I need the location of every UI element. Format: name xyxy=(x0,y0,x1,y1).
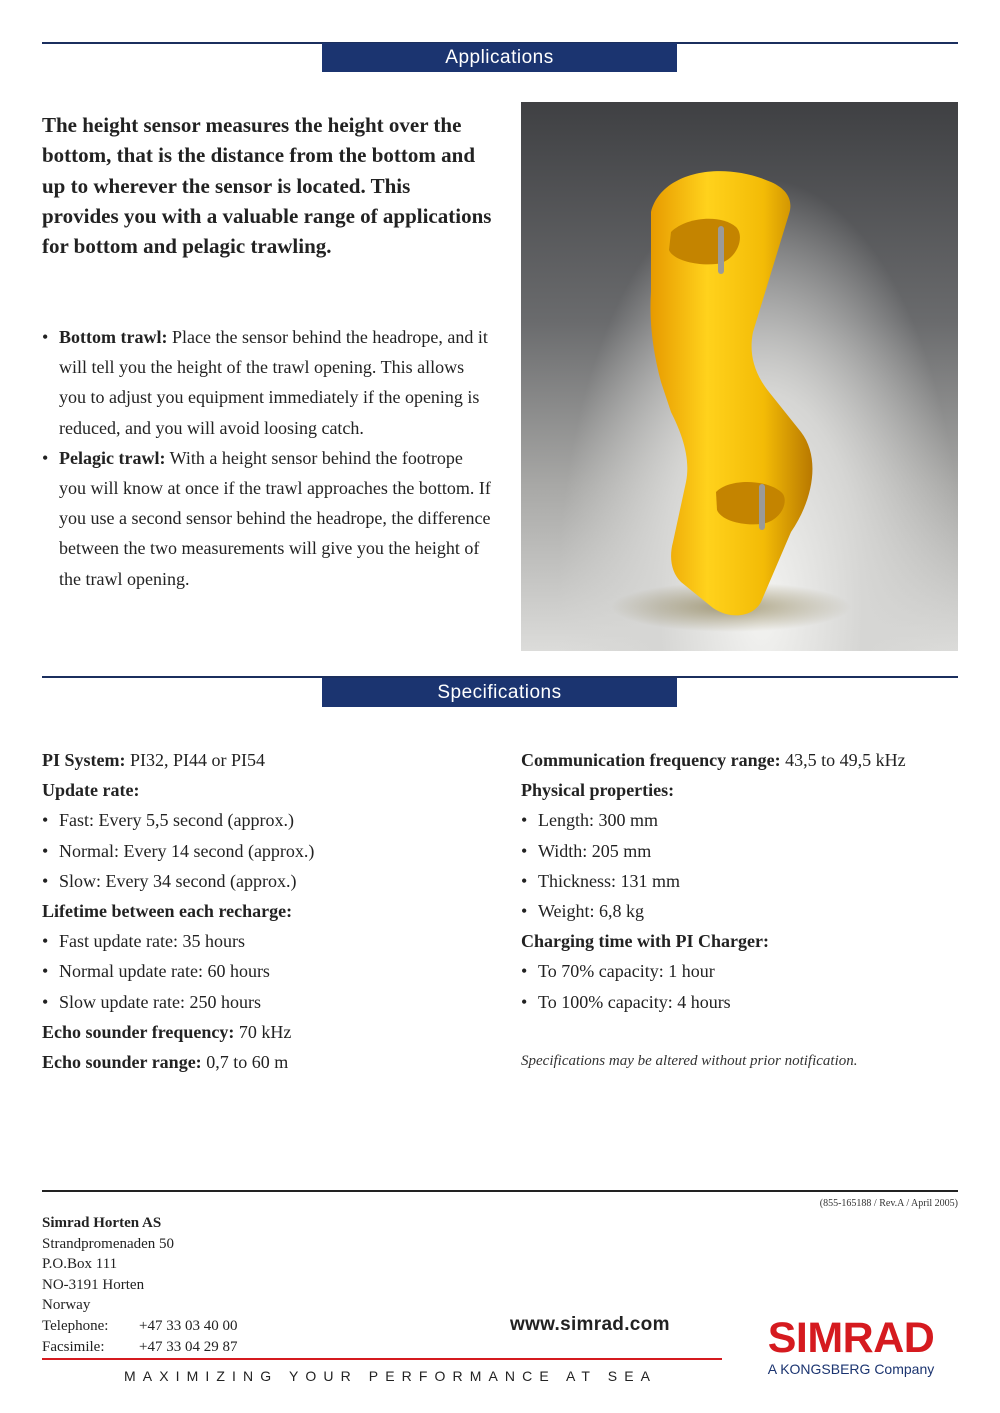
spec-item: • Slow update rate: 250 hours xyxy=(42,987,492,1017)
slogan: MAXIMIZING YOUR PERFORMANCE AT SEA xyxy=(124,1368,658,1384)
spec-label: Communication frequency range: xyxy=(521,750,781,770)
address-line: Norway xyxy=(42,1297,91,1314)
spec-item xyxy=(42,896,492,926)
list-item xyxy=(42,443,492,594)
bullet-text: Place the sensor behind the headrope, and it will tell you the height of the trawl opening. This allows you to adjust you equipment immediately if the opening is reduced, and you will avoid loosing catch. xyxy=(59,327,488,438)
spec-item: • Length: 300 mm xyxy=(521,805,958,835)
spec-item: • Thickness: 131 mm xyxy=(521,866,958,896)
specs-disclaimer: Specifications may be altered without prior notification. xyxy=(521,1053,858,1069)
telephone-number: +47 33 03 40 00 xyxy=(139,1317,238,1334)
company-name: Simrad Horten AS xyxy=(42,1215,162,1231)
spec-item xyxy=(521,775,958,805)
fax-number: +47 33 04 29 87 xyxy=(139,1338,238,1355)
spec-value: PI32, PI44 or PI54 xyxy=(125,750,266,770)
applications-list xyxy=(42,322,492,594)
spec-label: Echo sounder range: xyxy=(42,1052,202,1073)
spec-item: • To 100% capacity: 4 hours xyxy=(521,987,958,1017)
spec-label: Physical properties: xyxy=(521,780,675,801)
spec-item: • Normal: Every 14 second (approx.) xyxy=(42,836,492,866)
telephone-label: Telephone: xyxy=(42,1317,109,1334)
height-sensor-illustration xyxy=(521,102,958,651)
spec-item: • Slow: Every 34 second (approx.) xyxy=(42,866,492,896)
spec-value: 0,7 to 60 m xyxy=(201,1052,289,1073)
spec-label: Charging time with PI Charger: xyxy=(521,931,769,952)
sensor-lower-cutout xyxy=(716,482,785,524)
fax-label: Facsimile: xyxy=(42,1338,105,1355)
spec-item xyxy=(42,1017,492,1047)
website-link[interactable]: www.simrad.com xyxy=(510,1314,670,1335)
sensor-lower-pin xyxy=(759,484,765,530)
spec-label: Lifetime between each recharge: xyxy=(42,901,293,922)
bullet-label: Bottom trawl: xyxy=(59,327,168,347)
footer-rule xyxy=(42,1190,958,1192)
address-line: Strandpromenaden 50 xyxy=(42,1235,175,1252)
spec-item xyxy=(42,745,492,775)
applications-intro: The height sensor measures the height over the bottom, that is the distance from the bottom and up to wherever the sensor is located. This provides you with a valuable range of applications for bottom and pelagic trawling. xyxy=(42,113,492,259)
spec-label: Update rate: xyxy=(42,780,140,801)
spec-item xyxy=(42,775,492,805)
height-sensor-photo xyxy=(521,102,958,651)
spec-value: 70 kHz xyxy=(234,1021,292,1042)
address-line: P.O.Box 111 xyxy=(42,1256,118,1273)
spec-item xyxy=(521,926,958,956)
company-address xyxy=(42,1213,237,1357)
spec-item xyxy=(42,1047,492,1077)
sensor-upper-pin xyxy=(718,226,724,274)
spec-value: 43,5 to 49,5 kHz xyxy=(780,750,906,770)
logo-tagline: A KONGSBERG Company xyxy=(767,1361,935,1377)
specs-right-column xyxy=(521,745,958,1017)
bullet-text: With a height sensor behind the footrope you will know at once if the trawl approaches the bottom. If you use a second sensor behind the headrope, the difference between the two measurements will give you the height of the trawl opening. xyxy=(59,447,491,589)
address-line: NO-3191 Horten xyxy=(42,1276,145,1293)
simrad-logo xyxy=(744,1316,958,1378)
list-item xyxy=(42,322,492,443)
spec-item: • Weight: 6,8 kg xyxy=(521,896,958,926)
bullet-label: Pelagic trawl: xyxy=(59,447,166,468)
footer-red-rule xyxy=(42,1358,722,1360)
document-reference: (855-165188 / Rev.A / April 2005) xyxy=(819,1198,958,1209)
applications-heading: Applications xyxy=(322,43,677,72)
spec-item: • Normal update rate: 60 hours xyxy=(42,956,492,986)
spec-item: • Fast: Every 5,5 second (approx.) xyxy=(42,805,492,835)
spec-item: • To 70% capacity: 1 hour xyxy=(521,956,958,986)
spec-item: • Width: 205 mm xyxy=(521,836,958,866)
specs-left-column xyxy=(42,745,492,1077)
spec-label: Echo sounder frequency: xyxy=(42,1021,235,1042)
fax-row xyxy=(42,1337,237,1358)
logo-brand: SIMRAD xyxy=(767,1314,935,1362)
spec-label: PI System: xyxy=(42,750,126,770)
spec-item: • Fast update rate: 35 hours xyxy=(42,926,492,956)
telephone-row xyxy=(42,1316,237,1337)
spec-item xyxy=(521,745,958,775)
specifications-heading: Specifications xyxy=(322,678,677,707)
